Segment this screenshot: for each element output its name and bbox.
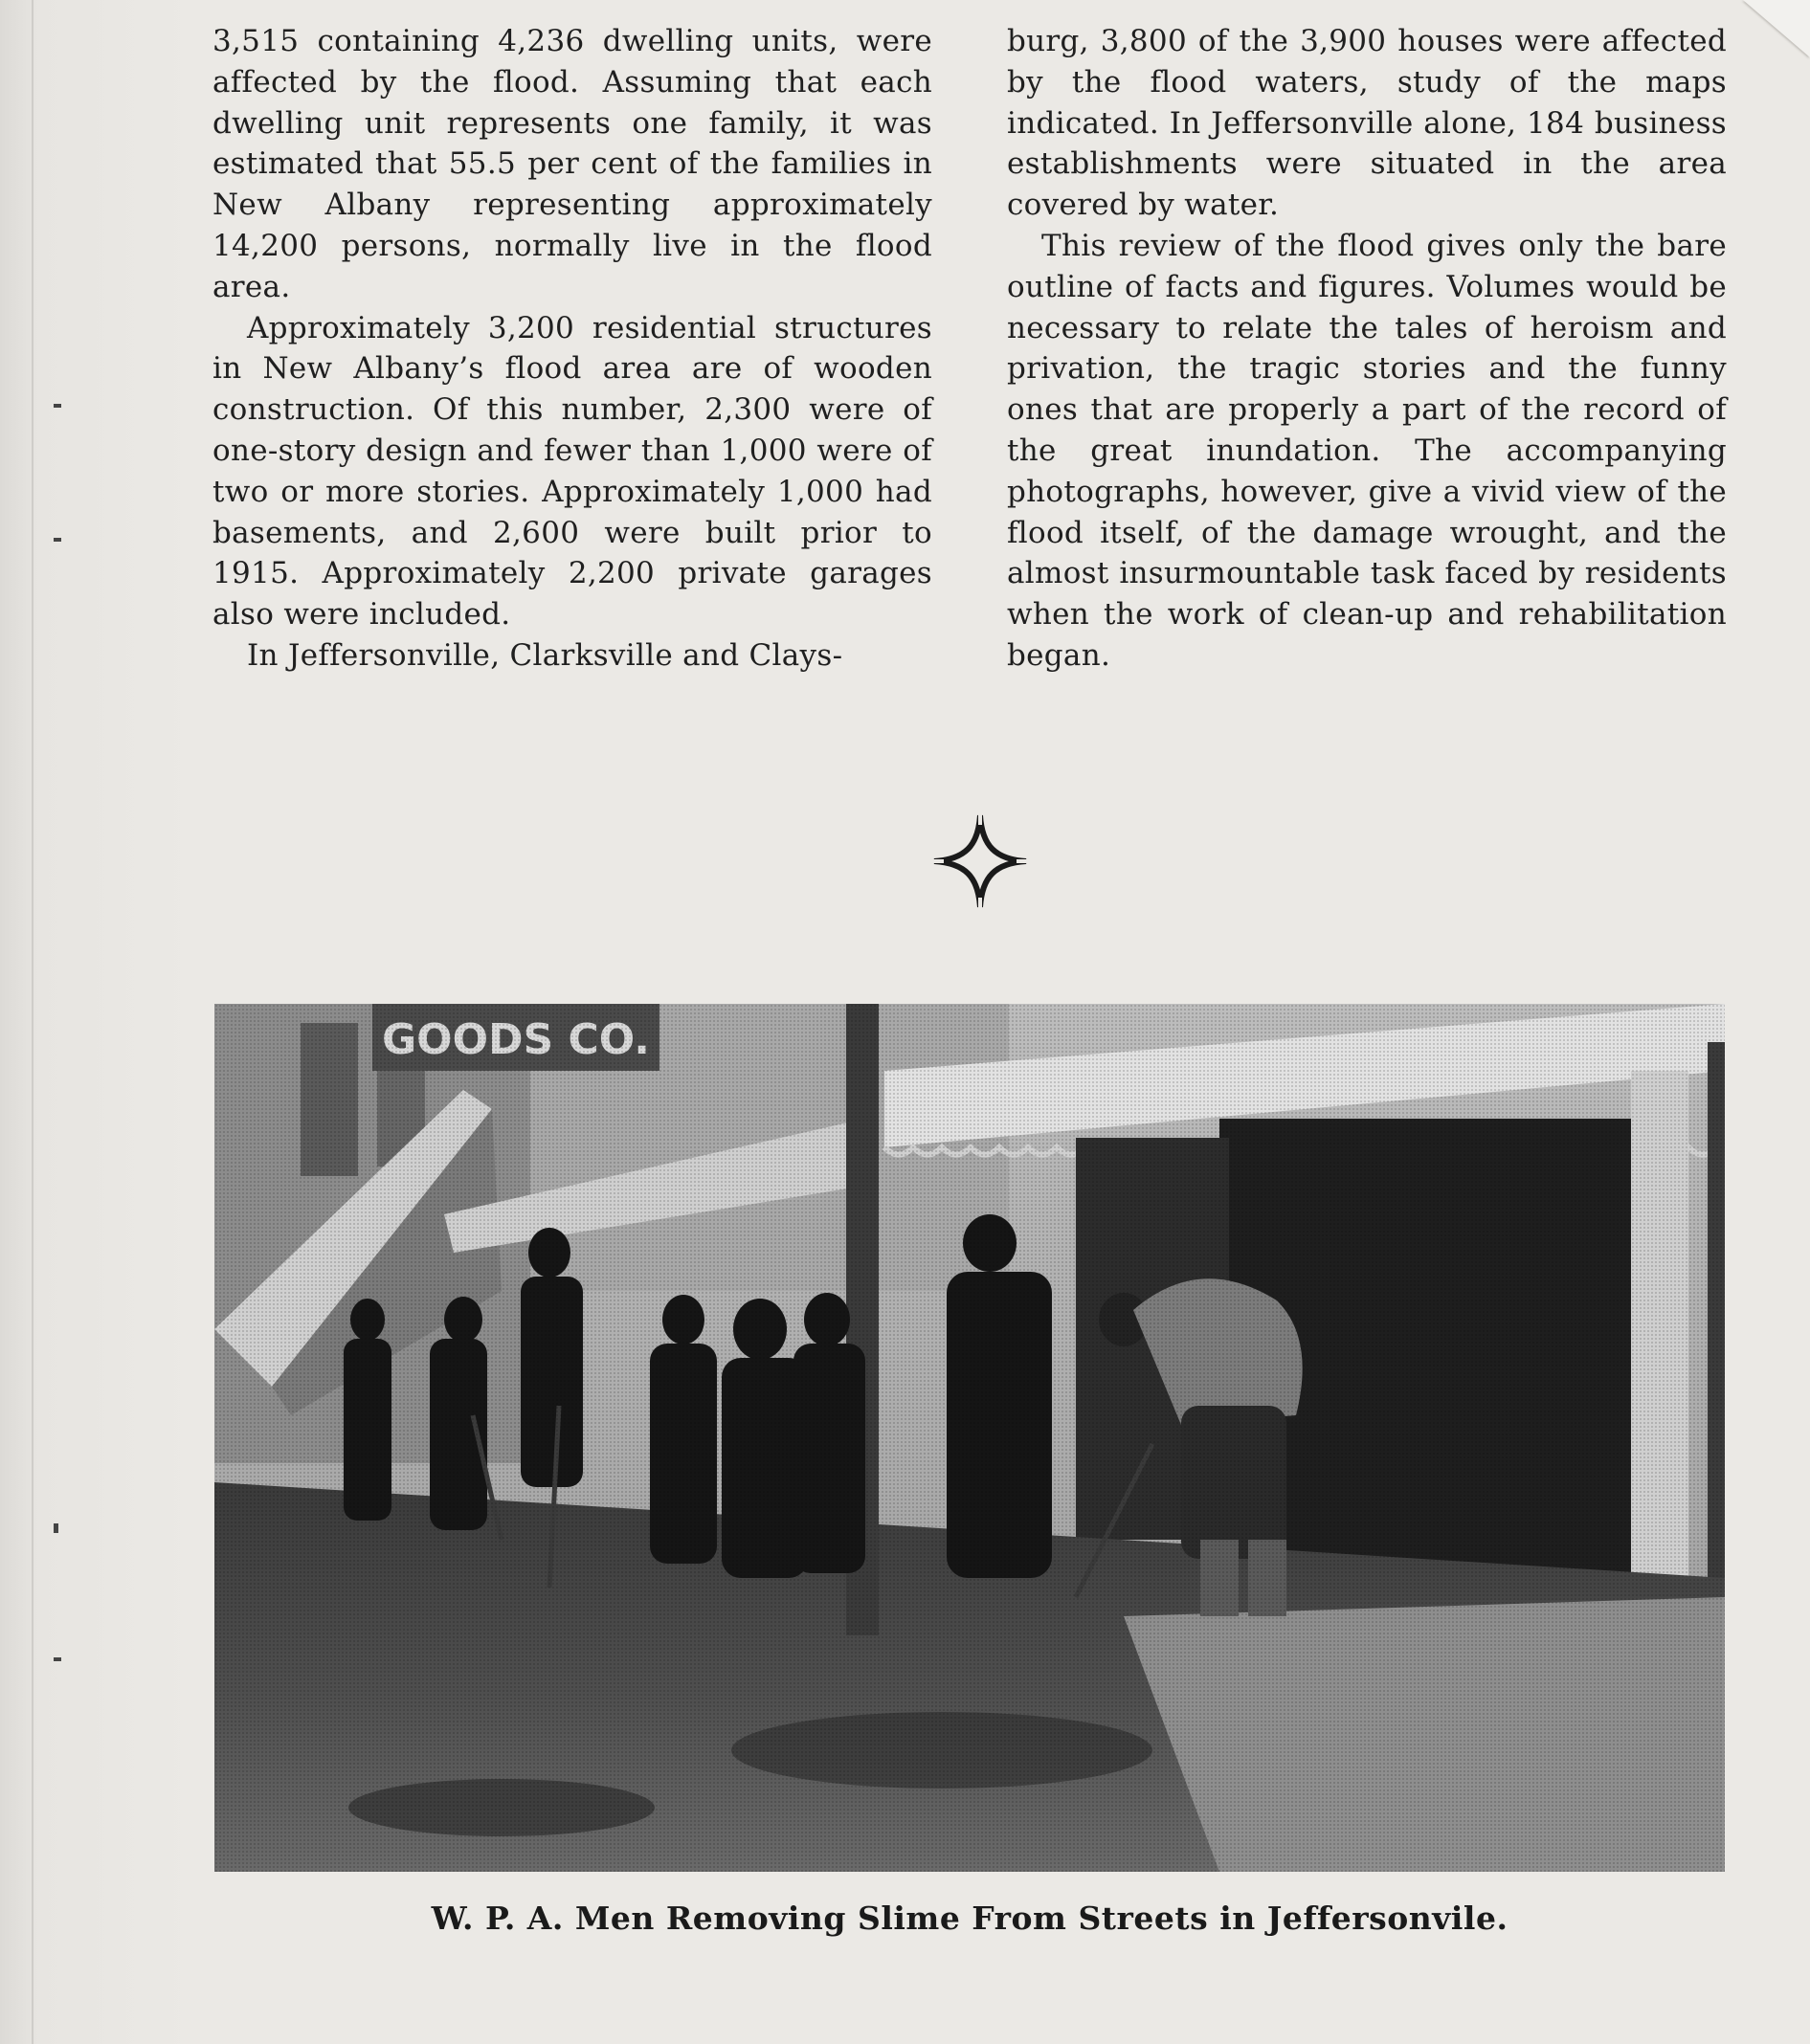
binding-mark bbox=[54, 538, 61, 542]
binding-mark bbox=[54, 1657, 61, 1661]
text-column-left bbox=[212, 21, 932, 677]
flood-cleanup-photo bbox=[214, 1004, 1725, 1872]
paragraph: burg, 3,800 of the 3,900 houses were affected by the flood waters, study of the maps indicated. In Jeffersonville alone, 184 business establishments were situated in the area covered by water. bbox=[1007, 24, 1727, 223]
folded-page-corner bbox=[1743, 0, 1810, 57]
binding-mark bbox=[54, 1523, 58, 1533]
paragraph: Approximately 3,200 residential structures in New Albany’s flood area are of wooden construction. Of this number, 2,300 were of one-story design and fewer than 1,000 were of two or more stories. Approximately 1,000 had basements, and 2,600 were built prior to 1915. Approximately 2,200 private garages also were included. bbox=[212, 310, 932, 633]
text-column-right bbox=[1007, 21, 1727, 677]
paragraph: In Jeffersonville, Clarksville and Clays- bbox=[247, 637, 843, 673]
paragraph: This review of the flood gives only the bare outline of facts and figures. Volumes would be necessary to relate the tales of heroism and privation, the tragic stories and the funny ones that are properly a part of the record of the great inundation. The accompanying photographs, however, give a vivid view of the flood itself, of the damage wrought, and the almost insurmountable task faced by residents when the work of clean-up and rehabilitation began. bbox=[1007, 228, 1727, 673]
binding-mark bbox=[54, 404, 61, 408]
paragraph: 3,515 containing 4,236 dwelling units, were affected by the flood. Assuming that each dwelling unit represents one family, it was estimated that 55.5 per cent of the families in New Albany representing approximately 14,200 persons, normally live in the flood area. bbox=[212, 24, 932, 304]
page-gutter bbox=[32, 0, 34, 2044]
photo-caption: W. P. A. Men Removing Slime From Streets in Jeffersonvile. bbox=[431, 1900, 1508, 1937]
star-ornament-icon bbox=[930, 811, 1030, 911]
